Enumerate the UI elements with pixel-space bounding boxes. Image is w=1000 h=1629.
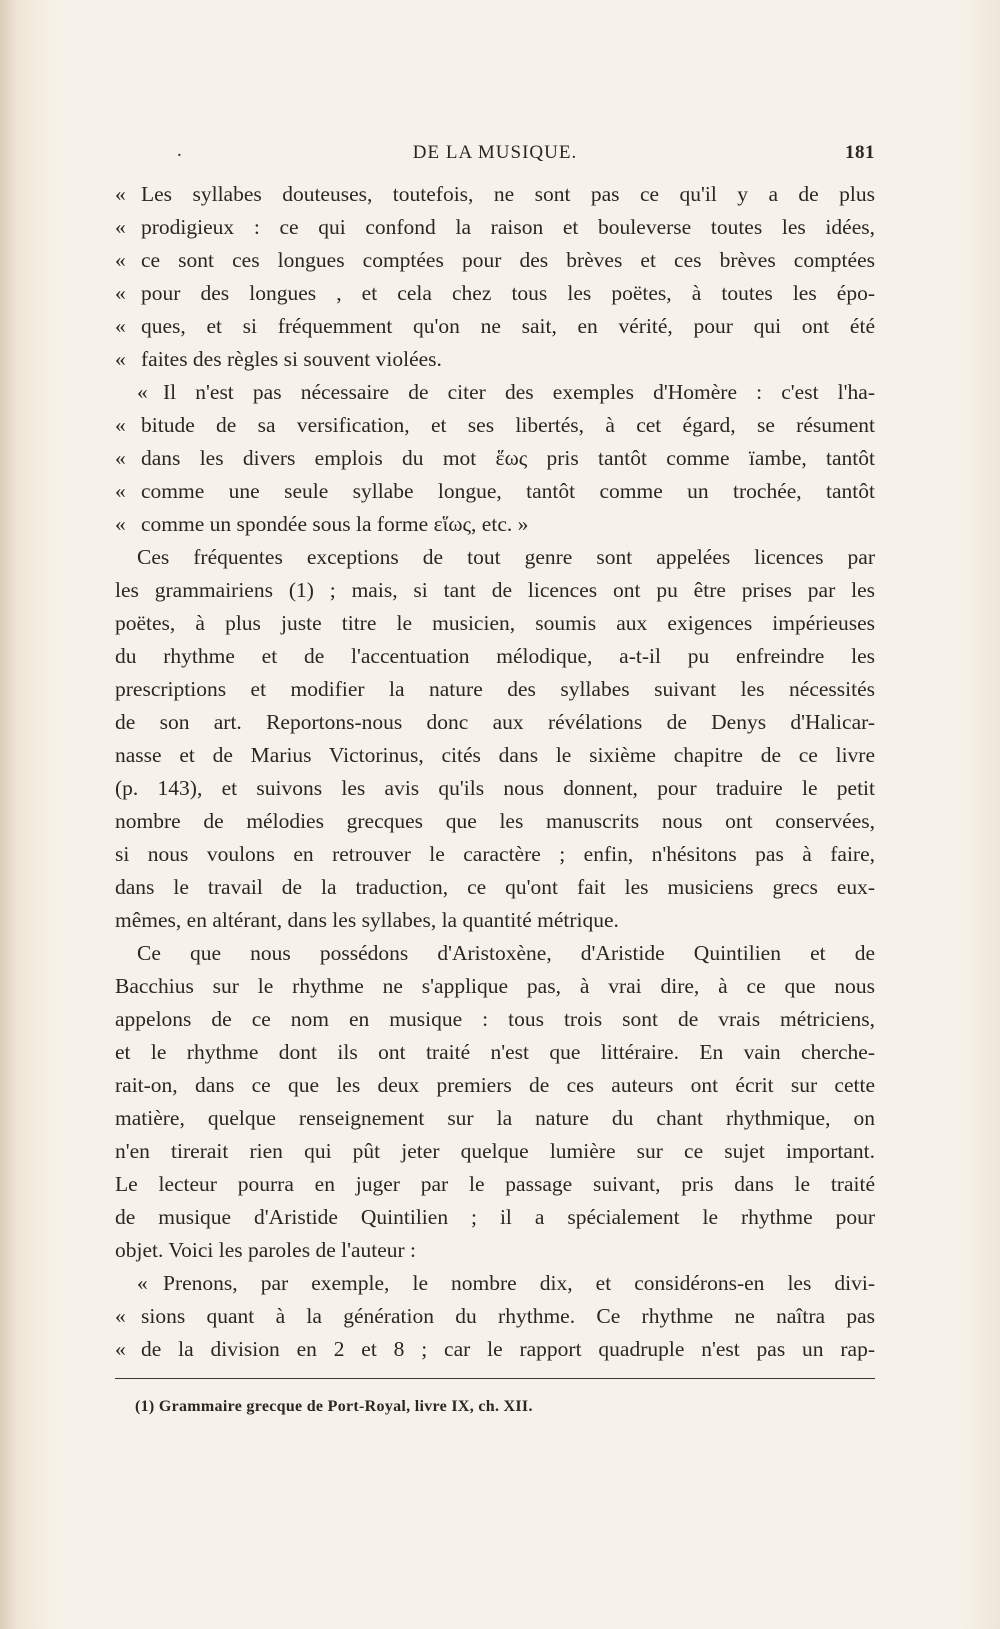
text-line bbox=[115, 640, 875, 673]
text-line bbox=[115, 970, 875, 1003]
line-text: objet. Voici les paroles de l'auteur : bbox=[115, 1238, 417, 1262]
text-line bbox=[115, 409, 875, 442]
line-text: appelons de ce nom en musique : tous trois sont de vrais métriciens, bbox=[115, 1007, 875, 1031]
line-text: nombre de mélodies grecques que les manuscrits nous ont conservées, bbox=[115, 809, 875, 833]
text-line bbox=[115, 904, 875, 937]
line-text: de la division en 2 et 8 ; car le rapport quadruple n'est pas un rap- bbox=[141, 1337, 875, 1361]
text-line bbox=[115, 178, 875, 211]
line-text: n'en tirerait rien qui pût jeter quelque lumière sur ce sujet important. bbox=[115, 1139, 875, 1163]
line-text: sions quant à la génération du rhythme. Ce rhythme ne naîtra pas bbox=[141, 1304, 875, 1328]
text-line bbox=[115, 805, 875, 838]
line-text: ce sont ces longues comptées pour des brèves et ces brèves comptées bbox=[141, 248, 875, 272]
text-line bbox=[115, 541, 875, 574]
quote-mark: « bbox=[115, 1304, 126, 1328]
line-text: prescriptions et modifier la nature des syllabes suivant les nécessités bbox=[115, 677, 875, 701]
text-line bbox=[115, 1300, 875, 1333]
line-text: Le lecteur pourra en juger par le passage suivant, pris dans le traité bbox=[115, 1172, 875, 1196]
line-text: (p. 143), et suivons les avis qu'ils nous donnent, pour traduire le petit bbox=[115, 776, 875, 800]
text-line bbox=[115, 1036, 875, 1069]
line-text: poëtes, à plus juste titre le musicien, soumis aux exigences impérieuses bbox=[115, 611, 875, 635]
footnote-rule bbox=[115, 1378, 875, 1379]
line-text: mêmes, en altérant, dans les syllabes, la quantité métrique. bbox=[115, 908, 619, 932]
text-line bbox=[115, 244, 875, 277]
line-text: nasse et de Marius Victorinus, cités dans le sixième chapitre de ce livre bbox=[115, 743, 875, 767]
line-text: faites des règles si souvent violées. bbox=[141, 347, 442, 371]
text-line bbox=[115, 475, 875, 508]
text-line bbox=[115, 1069, 875, 1102]
line-text: du rhythme et de l'accentuation mélodique, a-t-il pu enfreindre les bbox=[115, 644, 875, 668]
text-line bbox=[115, 277, 875, 310]
text-line bbox=[115, 442, 875, 475]
text-line bbox=[115, 1168, 875, 1201]
text-line bbox=[115, 1135, 875, 1168]
line-text: de musique d'Aristide Quintilien ; il a spécialement le rhythme pour bbox=[115, 1205, 875, 1229]
page-body-text bbox=[115, 178, 875, 1366]
text-line bbox=[115, 739, 875, 772]
line-text: Il n'est pas nécessaire de citer des exemples d'Homère : c'est l'ha- bbox=[163, 380, 875, 404]
line-text: dans les divers emplois du mot ἕως pris tantôt comme ïambe, tantôt bbox=[141, 446, 875, 470]
line-text: Prenons, par exemple, le nombre dix, et considérons-en les divi- bbox=[163, 1271, 875, 1295]
line-text: dans le travail de la traduction, ce qu'ont fait les musiciens grecs eux- bbox=[115, 875, 875, 899]
text-line bbox=[115, 310, 875, 343]
quote-mark: « bbox=[137, 1271, 148, 1295]
footnote: (1) Grammaire grecque de Port-Royal, livre IX, ch. XII. bbox=[135, 1398, 533, 1415]
text-line bbox=[115, 937, 875, 970]
line-text: et le rhythme dont ils ont traité n'est que littéraire. En vain cherche- bbox=[115, 1040, 875, 1064]
text-line bbox=[115, 508, 875, 541]
text-line bbox=[115, 1333, 875, 1366]
quote-mark: « bbox=[115, 1337, 126, 1361]
page-number: 181 bbox=[845, 142, 875, 163]
line-text: Ce que nous possédons d'Aristoxène, d'Aristide Quintilien et de bbox=[137, 941, 875, 965]
line-text: pour des longues , et cela chez tous les poëtes, à toutes les épo- bbox=[141, 281, 875, 305]
quote-mark: « bbox=[115, 446, 126, 470]
line-text: Les syllabes douteuses, toutefois, ne sont pas ce qu'il y a de plus bbox=[141, 182, 875, 206]
text-line bbox=[115, 1003, 875, 1036]
quote-mark: « bbox=[115, 182, 126, 206]
running-title: DE LA MUSIQUE. bbox=[412, 142, 578, 163]
line-text: de son art. Reportons-nous donc aux révélations de Denys d'Halicar- bbox=[115, 710, 875, 734]
text-line bbox=[115, 1267, 875, 1300]
text-line bbox=[115, 706, 875, 739]
text-line bbox=[115, 1102, 875, 1135]
line-text: comme une seule syllabe longue, tantôt comme un trochée, tantôt bbox=[141, 479, 875, 503]
line-text: rait-on, dans ce que les deux premiers de ces auteurs ont écrit sur cette bbox=[115, 1073, 875, 1097]
line-text: les grammairiens (1) ; mais, si tant de licences ont pu être prises par les bbox=[115, 578, 875, 602]
line-text: Ces fréquentes exceptions de tout genre sont appelées licences par bbox=[137, 545, 875, 569]
header-dot: . bbox=[177, 140, 183, 161]
text-line bbox=[115, 772, 875, 805]
text-line bbox=[115, 673, 875, 706]
text-line bbox=[115, 871, 875, 904]
text-line bbox=[115, 376, 875, 409]
line-text: Bacchius sur le rhythme ne s'applique pas, à vrai dire, à ce que nous bbox=[115, 974, 875, 998]
quote-mark: « bbox=[115, 413, 126, 437]
text-line bbox=[115, 838, 875, 871]
quote-mark: « bbox=[115, 479, 126, 503]
quote-mark: « bbox=[137, 380, 148, 404]
line-text: ques, et si fréquemment qu'on ne sait, en vérité, pour qui ont été bbox=[141, 314, 875, 338]
line-text: bitude de sa versification, et ses libertés, à cet égard, se résument bbox=[141, 413, 875, 437]
line-text: prodigieux : ce qui confond la raison et bouleverse toutes les idées, bbox=[141, 215, 875, 239]
text-line bbox=[115, 1234, 875, 1267]
quote-mark: « bbox=[115, 281, 126, 305]
quote-mark: « bbox=[115, 347, 126, 371]
line-text: matière, quelque renseignement sur la nature du chant rhythmique, on bbox=[115, 1106, 875, 1130]
line-text: si nous voulons en retrouver le caractère ; enfin, n'hésitons pas à faire, bbox=[115, 842, 875, 866]
page-header bbox=[115, 142, 875, 168]
quote-mark: « bbox=[115, 314, 126, 338]
text-line bbox=[115, 607, 875, 640]
line-text: comme un spondée sous la forme εἵως, etc. » bbox=[141, 512, 529, 536]
quote-mark: « bbox=[115, 512, 126, 536]
quote-mark: « bbox=[115, 215, 126, 239]
text-line bbox=[115, 343, 875, 376]
text-line bbox=[115, 574, 875, 607]
text-line bbox=[115, 1201, 875, 1234]
text-line bbox=[115, 211, 875, 244]
quote-mark: « bbox=[115, 248, 126, 272]
